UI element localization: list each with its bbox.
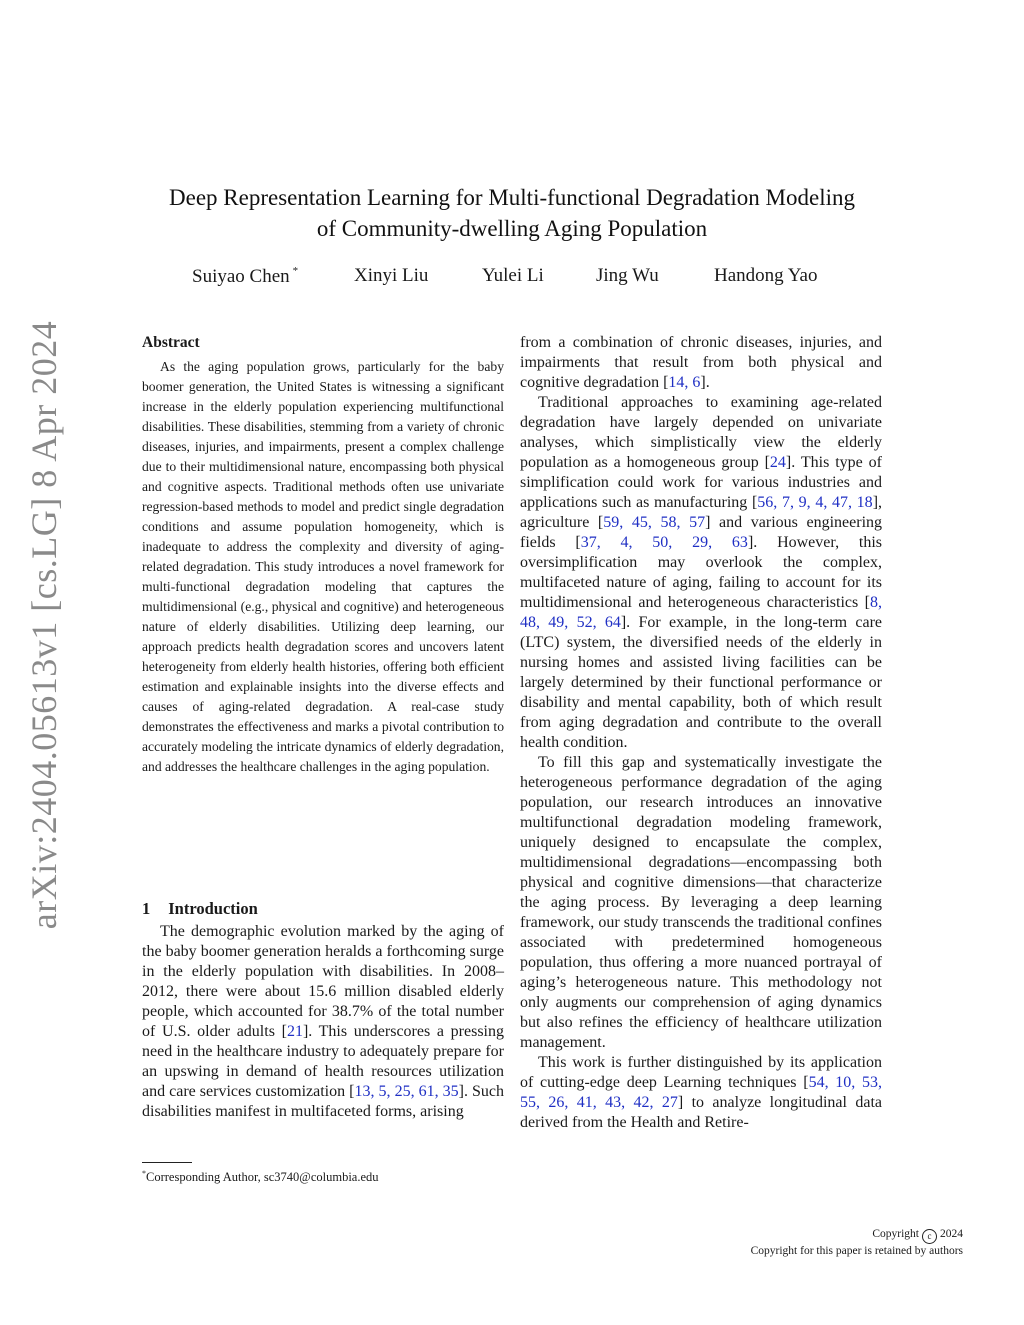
copyright-icon: c	[922, 1229, 937, 1244]
citation-link[interactable]: 37, 4, 50, 29, 63	[580, 534, 748, 551]
title-line-1: Deep Representation Learning for Multi-functional Degradation Modeling	[169, 185, 855, 210]
citation-link[interactable]: 21	[286, 1023, 303, 1040]
title-line-2: of Community-dwelling Aging Population	[316, 216, 708, 241]
citation-link[interactable]: 24	[769, 454, 786, 471]
citation-link[interactable]: 14, 6	[668, 374, 701, 391]
footnote	[142, 1169, 379, 1185]
copyright-line-2: Copyright for this paper is retained by authors	[750, 1245, 963, 1257]
citation-link[interactable]: 8, 48, 49, 52, 64	[520, 594, 882, 631]
paragraph-further-distinguished: This work is further distinguished by its application of cutting-edge deep Learning techniques [54, 10, 53, 55, 26, 41, 43, 42, 27] to analyze longitudinal data derived from the Health and Retire-	[520, 1054, 883, 1131]
introduction-paragraph-1: The demographic evolution marked by the aging of the baby boomer generation heralds a forthcoming surge in the elderly population with disabilities. In 2008–2012, there were about 15.6 million disabled elderly people, which accounted for 38.7% of the total number of U.S. older adults [21]. This underscores a pressing need in the healthcare industry to adequately prepare for an upswing in demand of health resources utilization and care services customization [13, 5, 25, 61, 35]. Such disabilities manifest in multifaceted forms, arising	[142, 923, 505, 1120]
copyright-line-1: Copyright c 2024	[751, 1227, 963, 1244]
abstract-heading: Abstract	[142, 334, 200, 351]
footnote-divider	[142, 1162, 192, 1163]
abstract-text: As the aging population grows, particularly for the baby boomer generation, the United States is witnessing a significant increase in the elderly population experiencing multifunctional disabilities. These disabilities, stemming from a variety of chronic diseases, injuries, and impairments, present a complex challenge due to their multidimensional nature, encompassing both physical and cognitive aspects. Traditional methods often use univariate regression-based methods to model and predict single degradation conditions and assume population homogeneity, which is inadequate to address the complexity and diversity of aging-related degradation. This study introduces a novel framework for multi-functional degradation modeling that captures the multidimensional (e.g., physical and cognitive) and heterogeneous nature of elderly disabilities. Utilizing deep learning, our approach predicts health degradation scores and uncovers latent heterogeneity from elderly health histories, offering both efficient estimation and explainable insights into the diverse effects and causes of aging-related degradation. A real-case study demonstrates the effectiveness and marks a pivotal contribution to accurately modeling the intricate dynamics of elderly degradation, and addresses the healthcare challenges in the aging population.	[142, 359, 504, 774]
corresponding-author-mark: *	[292, 265, 299, 277]
copyright-notice	[751, 1227, 963, 1258]
right-column-text	[520, 333, 882, 1133]
section-heading-introduction	[142, 899, 258, 919]
author-2: Xinyi Liu	[354, 265, 429, 286]
footnote-text: Corresponding Author, sc3740@columbia.edu	[146, 1170, 379, 1184]
arxiv-identifier-stamp: arXiv:2404.05613v1 [cs.LG] 8 Apr 2024	[24, 320, 64, 930]
paragraph-fill-gap: To fill this gap and systematically investigate the heterogeneous performance degradation of the aging population, our research introduces an innovative multifunctional degradation modeling framework, uniquely designed to encapsulate the complex, multidimensional degradations—encompassing both physical and cognitive dimensions—that characterize the aging process. By leveraging a deep learning framework, our study transcends the traditional confines associated with predetermined homogeneous population, thus offering a more nuanced portrayal of aging’s heterogeneous nature. This methodology not only augments our comprehension of aging dynamics but also refines the efficiency of healthcare utilization management.	[520, 754, 882, 1051]
author-5: Handong Yao	[714, 265, 818, 286]
citation-link[interactable]: 56, 7, 9, 4, 47, 18	[757, 494, 873, 511]
author-4: Jing Wu	[596, 265, 659, 286]
footnote-mark: *	[142, 1169, 146, 1178]
section-title: Introduction	[168, 899, 258, 918]
section-number: 1	[142, 899, 151, 918]
paper-title	[110, 182, 914, 244]
paragraph-continuation: from a combination of chronic diseases, injuries, and impairments that result from both physical and cognitive degradation [14, 6].	[520, 334, 882, 391]
citation-link[interactable]: 59, 45, 58, 57	[603, 514, 706, 531]
paragraph-traditional-approaches: Traditional approaches to examining age-related degradation have largely depended on univariate analyses, which simplistically view the elderly population as a homogeneous group [24]. This type of simplification could work for various industries and applications such as manufacturing [56, 7, 9, 4, 47, 18], agriculture [59, 45, 58, 57] and various engineering fields [37, 4, 50, 29, 63]. However, this oversimplification may overlook the complex, multifaceted nature of aging, failing to account for its multidimensional and heterogeneous characteristics [8, 48, 49, 52, 64]. For example, in the long-term care (LTC) system, the diversified needs of the elderly in nursing homes and assisted living facilities can be largely determined by their functional performance or disability and mental capability, both of which result from aging degradation and contribute to the overall health condition.	[520, 394, 883, 751]
author-list	[110, 265, 914, 291]
citation-link[interactable]: 13, 5, 25, 61, 35	[354, 1083, 459, 1100]
citation-link[interactable]: 54, 10, 53, 55, 26, 41, 43, 42, 27	[520, 1074, 883, 1111]
author-3: Yulei Li	[482, 265, 544, 286]
author-1: Suiyao Chen *	[192, 265, 299, 287]
